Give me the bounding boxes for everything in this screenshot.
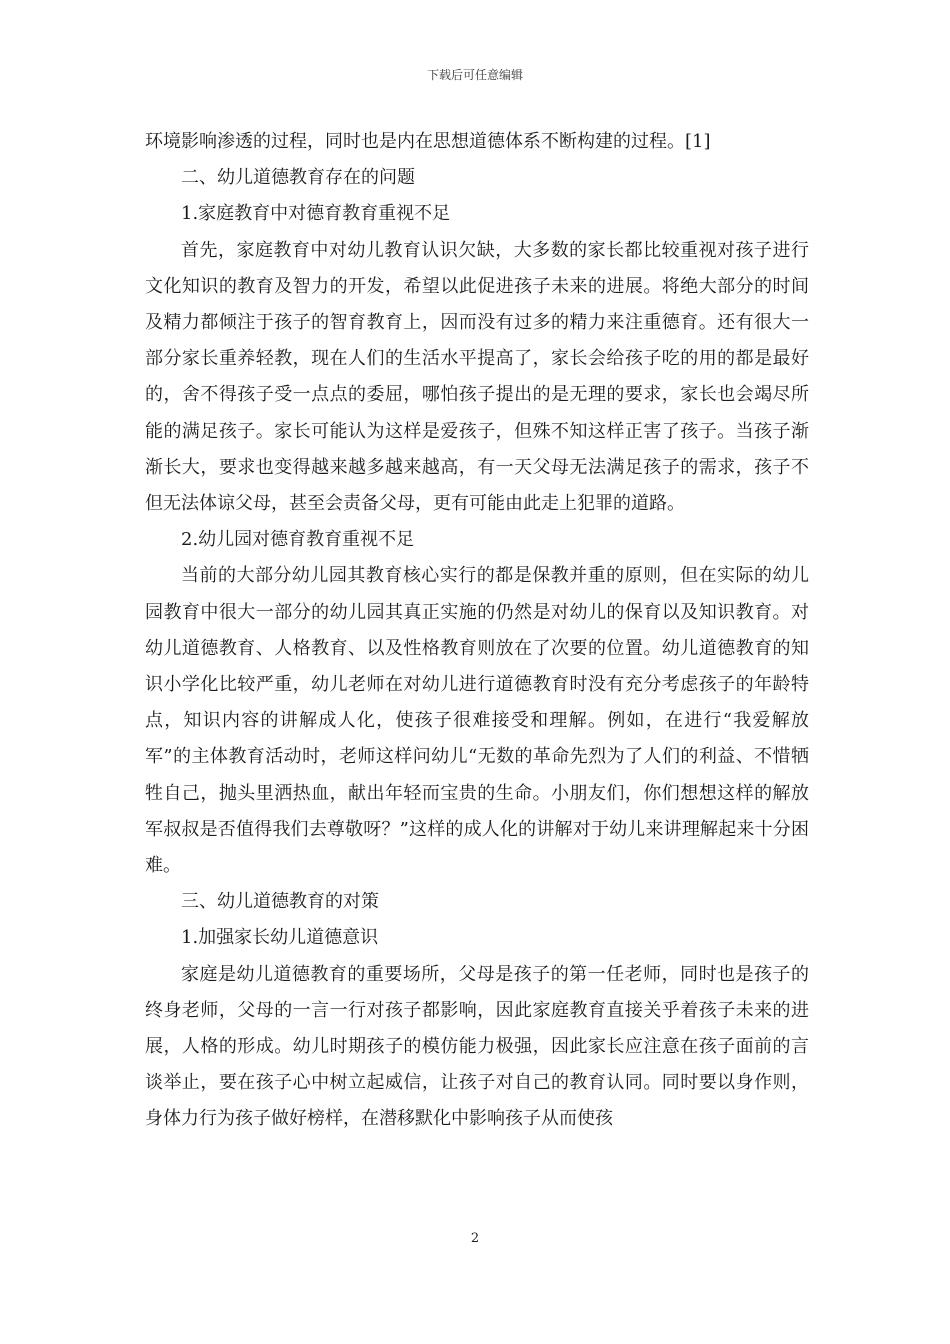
page-number: 2 (470, 1231, 480, 1246)
section-heading-countermeasures: 三、幼儿道德教育的对策 (181, 891, 379, 913)
document-body (145, 124, 809, 1138)
subsection-heading-family: 1.家庭教育中对德育教育重视不足 (181, 203, 451, 225)
section-heading-problems: 二、幼儿道德教育存在的问题 (181, 167, 415, 189)
page-header: 下载后可任意编辑 (426, 68, 523, 82)
paragraph-family-education: 首先，家庭教育中对幼儿教育认识欠缺，大多数的家长都比较重视对孩子进行文化知识的教育及智力的开发，希望以此促进孩子未来的进展。将绝大部分的时间及精力都倾注于孩子的智育教育上，因而没有过多的精力来注重德育。还有很大一部分家长重养轻教，现在人们的生活水平提高了，家长会给孩子吃的用的都是最好的，舍不得孩子受一点点的委屈，哪怕孩子提出的是无理的要求，家长也会竭尽所能的满足孩子。家长可能认为这样是爱孩子，但殊不知这样正害了孩子。当孩子渐渐长大，要求也变得越来越多越来越高，有一天父母无法满足孩子的需求，孩子不但无法体谅父母，甚至会责备父母，更有可能由此走上犯罪的道路。 (145, 239, 809, 515)
subsection-heading-parent-awareness: 1.加强家长幼儿道德意识 (181, 927, 379, 949)
paragraph-parent-awareness: 家庭是幼儿道德教育的重要场所，父母是孩子的第一任老师，同时也是孩子的终身老师，父母的一言一行对孩子都影响，因此家庭教育直接关乎着孩子未来的进展，人格的形成。幼儿时期孩子的模仿能力极强，因此家长应注意在孩子面前的言谈举止，要在孩子心中树立起威信，让孩子对自己的教育认同。同时要以身作则，身体力行为孩子做好榜样，在潜移默化中影响孩子从而使孩 (145, 963, 809, 1130)
paragraph-kindergarten-education: 当前的大部分幼儿园其教育核心实行的都是保教并重的原则，但在实际的幼儿园教育中很大一部分的幼儿园其真正实施的仍然是对幼儿的保育以及知识教育。对幼儿道德教育、人格教育、以及性格教育则放在了次要的位置。幼儿道德教育的知识小学化比较严重，幼儿老师在对幼儿进行道德教育时没有充分考虑孩子的年龄特点，知识内容的讲解成人化，使孩子很难接受和理解。例如，在进行“我爱解放军”的主体教育活动时，老师这样问幼儿“无数的革命先烈为了人们的利益、不惜牺牲自己，抛头里洒热血，献出年轻而宝贵的生命。小朋友们，你们想想这样的解放军叔叔是否值得我们去尊敬呀？”这样的成人化的讲解对于幼儿来讲理解起来十分困难。 (145, 565, 809, 877)
paragraph-continuation: 环境影响渗透的过程，同时也是内在思想道德体系不断构建的过程。[1] (145, 131, 711, 152)
subsection-heading-kindergarten: 2.幼儿园对德育教育重视不足 (181, 529, 415, 551)
